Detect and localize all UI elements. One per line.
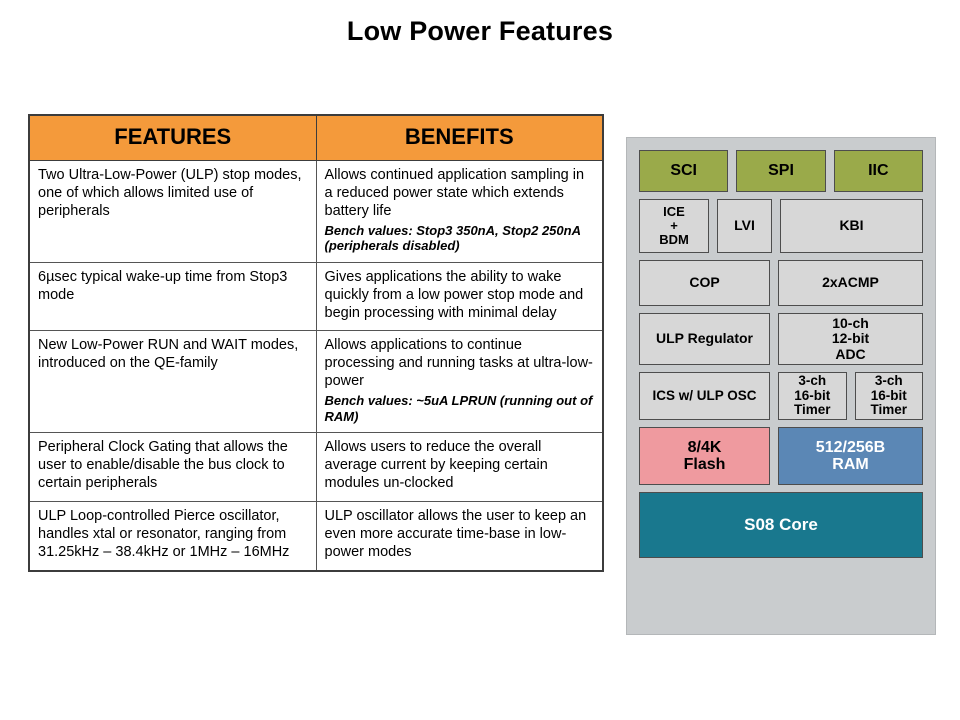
table-row [29,501,603,570]
benefit-cell [316,501,603,570]
block-flash-line2: Flash [683,456,726,473]
block-ice-bdm-line2: + [670,217,678,233]
block-cop: COP [639,260,770,306]
block-flash-line1: 8/4K [687,438,722,456]
block-ram-line1: 512/256B [815,438,886,456]
block-timer-2-line2: 16-bit [870,387,907,403]
benefit-cell [316,331,603,433]
block-sci: SCI [639,150,728,192]
block-timer-1-line1: 3-ch [798,373,827,389]
block-ice-bdm [639,199,709,253]
block-ice-bdm-line3: BDM [659,232,689,248]
diagram-row-clock-timers [639,372,923,420]
block-kbi: KBI [780,199,923,253]
block-s08-core: S08 Core [639,492,923,558]
diagram-row-core [639,492,923,558]
benefit-cell [316,433,603,502]
block-spi: SPI [736,150,825,192]
block-ice-bdm-line1: ICE [663,203,685,219]
block-ulp-regulator: ULP Regulator [639,313,770,365]
feature-cell: Peripheral Clock Gating that allows the user to enable/disable the bus clock to certain peripherals [29,433,316,502]
benefit-text: ULP oscillator allows the user to keep an even more accurate time-base in low-power modes [324,507,587,560]
block-adc-line2: 12-bit [831,330,870,347]
block-flash [639,427,770,485]
block-iic: IIC [834,150,923,192]
benefit-text: Allows applications to continue processing and running tasks at ultra-low-power [324,337,593,390]
feature-cell: 6µsec typical wake-up time from Stop3 mode [29,262,316,331]
mcu-block-diagram [626,137,936,635]
feature-cell: Two Ultra-Low-Power (ULP) stop modes, one of which allows limited use of peripherals [29,161,316,263]
block-lvi: LVI [717,199,772,253]
table-row [29,161,603,263]
block-ram [778,427,923,485]
block-timer-2-line1: 3-ch [874,373,903,389]
diagram-row-debug [639,199,923,253]
benefit-note: Bench values: ~5uA LPRUN (running out of RAM) [324,393,593,424]
diagram-row-memory [639,427,923,485]
block-timer-1-line3: Timer [793,402,831,418]
block-adc-line1: 10-ch [832,315,869,332]
table-row [29,433,603,502]
block-ics-ulp-osc: ICS w/ ULP OSC [639,372,770,420]
feature-cell: New Low-Power RUN and WAIT modes, introduced on the QE-family [29,331,316,433]
page-title: Low Power Features [346,16,614,46]
benefit-cell [316,161,603,263]
column-header-benefits: BENEFITS [316,115,603,161]
block-timer-1 [778,372,847,420]
diagram-row-communications [639,150,923,192]
benefit-cell [316,262,603,331]
block-timer-2 [855,372,924,420]
block-adc [778,313,923,365]
table-header-row [29,115,603,161]
block-timer-2-line3: Timer [870,402,908,418]
table-row [29,262,603,331]
benefit-text: Allows continued application sampling in a reduced power state which extends battery life [324,167,585,219]
block-ram-line2: RAM [832,456,869,473]
benefit-note: Bench values: Stop3 350nA, Stop2 250nA (peripherals disabled) [324,222,581,254]
block-acmp: 2xACMP [778,260,923,306]
table-row [29,331,603,433]
benefit-text: Gives applications the ability to wake quickly from a low power stop mode and begin processing with minimal delay [324,268,584,321]
features-benefits-table [28,114,604,572]
block-timer-1-line2: 16-bit [794,387,831,403]
diagram-row-regulator-adc [639,313,923,365]
benefit-text: Allows users to reduce the overall average current by keeping certain modules un-clocked [324,439,548,491]
block-adc-line3: ADC [835,345,866,362]
column-header-features: FEATURES [29,115,316,161]
diagram-row-cop-acmp [639,260,923,306]
feature-cell: ULP Loop-controlled Pierce oscillator, handles xtal or resonator, ranging from 31.25kHz – 38.4kHz or 1MHz – 16MHz [29,501,316,570]
